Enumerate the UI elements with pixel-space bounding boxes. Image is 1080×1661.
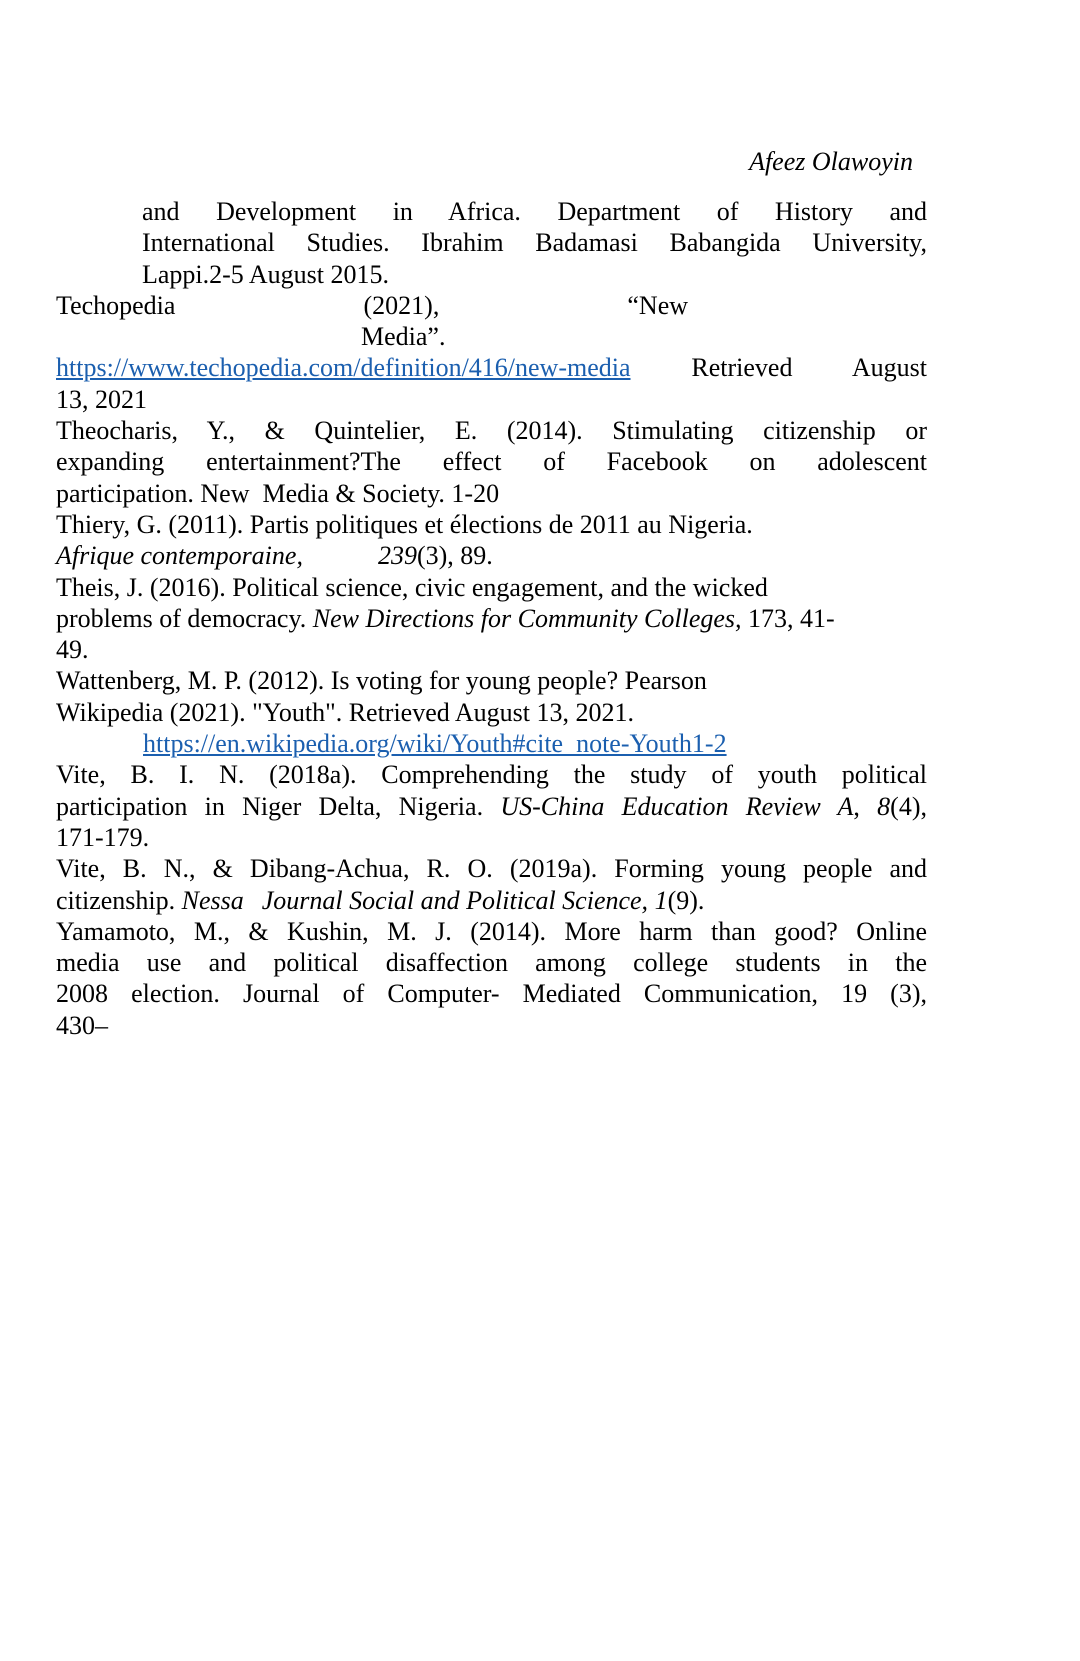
ref-line: Wattenberg, M. P. (2012). Is voting for young people? Pearson bbox=[56, 666, 707, 696]
ref-line bbox=[56, 791, 927, 822]
volume-number: 1 bbox=[654, 885, 668, 915]
ref-line bbox=[56, 885, 927, 916]
ref-line bbox=[56, 603, 927, 634]
ref-line: Wikipedia (2021). "Youth". Retrieved August 13, 2021. bbox=[56, 697, 634, 727]
reference-entry-vite-2019 bbox=[56, 853, 927, 916]
ref-line bbox=[143, 728, 927, 759]
ref-text: citizenship. bbox=[56, 885, 182, 915]
ref-line: 171-179. bbox=[56, 822, 150, 852]
reference-entry-continuation bbox=[142, 196, 927, 290]
ref-line: Media”. bbox=[361, 322, 446, 352]
reference-entry-techopedia bbox=[56, 290, 927, 415]
ref-text: Retrieved bbox=[691, 353, 793, 383]
ref-line: 49. bbox=[56, 635, 89, 665]
reference-entry-wattenberg bbox=[56, 665, 927, 696]
ref-line bbox=[56, 352, 927, 383]
ref-line: Theocharis, Y., & Quintelier, E. (2014). Stimulating citizenship or bbox=[56, 416, 927, 446]
reference-entry-wikipedia bbox=[56, 697, 927, 760]
reference-entry-theis bbox=[56, 572, 927, 666]
ref-line bbox=[56, 540, 927, 571]
ref-line: 2008 election. Journal of Computer- Mediated Communication, 19 (3), bbox=[56, 979, 927, 1009]
ref-text: , bbox=[853, 791, 878, 821]
volume-number: 239 bbox=[377, 541, 417, 571]
journal-title: New Directions for Community Colleges, bbox=[312, 603, 742, 633]
issue-pages: (9). bbox=[667, 885, 705, 915]
ref-text: August bbox=[851, 353, 927, 383]
ref-line: expanding entertainment?The effect of Facebook on adolescent bbox=[56, 447, 927, 477]
spacer bbox=[303, 563, 378, 564]
techopedia-link[interactable]: https://www.techopedia.com/definition/416/new-media bbox=[56, 353, 631, 383]
ref-line: Theis, J. (2016). Political science, civic engagement, and the wicked bbox=[56, 572, 768, 602]
ref-text: problems of democracy. bbox=[56, 603, 313, 633]
wikipedia-youth-link[interactable]: https://en.wikipedia.org/wiki/Youth#cite_note-Youth1-2 bbox=[143, 729, 727, 759]
issue-pages: (3), 89. bbox=[416, 541, 493, 571]
ref-line: 430– bbox=[56, 1010, 108, 1040]
ref-line: International Studies. Ibrahim Badamasi Babangida University, bbox=[142, 228, 927, 258]
ref-line bbox=[56, 290, 688, 321]
ref-line: media use and political disaffection among college students in the bbox=[56, 948, 927, 978]
issue-pages: (4), bbox=[890, 791, 927, 821]
journal-title: Nessa bbox=[181, 885, 244, 915]
ref-line: Yamamoto, M., & Kushin, M. J. (2014). More harm than good? Online bbox=[56, 916, 927, 946]
ref-line: Vite, B. N., & Dibang-Achua, R. O. (2019a). Forming young people and bbox=[56, 854, 927, 884]
reference-entry-vite-2018 bbox=[56, 759, 927, 853]
references-list bbox=[56, 196, 927, 1041]
volume-number: 8 bbox=[877, 791, 891, 821]
ref-text: Techopedia bbox=[56, 290, 176, 320]
reference-entry-thiery bbox=[56, 509, 927, 572]
ref-text: (2021), bbox=[363, 290, 440, 320]
ref-line: Thiery, G. (2011). Partis politiques et élections de 2011 au Nigeria. bbox=[56, 509, 753, 539]
reference-entry-yamamoto bbox=[56, 916, 927, 1041]
ref-line: and Development in Africa. Department of History and bbox=[142, 197, 927, 226]
journal-title: Afrique contemporaine, bbox=[56, 541, 303, 571]
issue-pages: 173, 41- bbox=[741, 603, 835, 633]
running-head-author: Afeez Olawoyin bbox=[749, 147, 913, 176]
journal-title: US-China Education Review A bbox=[500, 791, 854, 821]
ref-line: participation. New Media & Society. 1-20 bbox=[56, 478, 500, 508]
ref-line: 13, 2021 bbox=[56, 384, 147, 414]
ref-text: participation in Niger Delta, Nigeria. bbox=[56, 791, 501, 821]
reference-entry-theocharis bbox=[56, 415, 927, 509]
journal-title: Journal Social and Political Science, bbox=[261, 885, 655, 915]
spacer bbox=[244, 908, 262, 909]
ref-line: Lappi.2-5 August 2015. bbox=[142, 259, 389, 289]
ref-text: “New bbox=[627, 290, 689, 320]
ref-line: Vite, B. I. N. (2018a). Comprehending the study of youth political bbox=[56, 760, 927, 790]
